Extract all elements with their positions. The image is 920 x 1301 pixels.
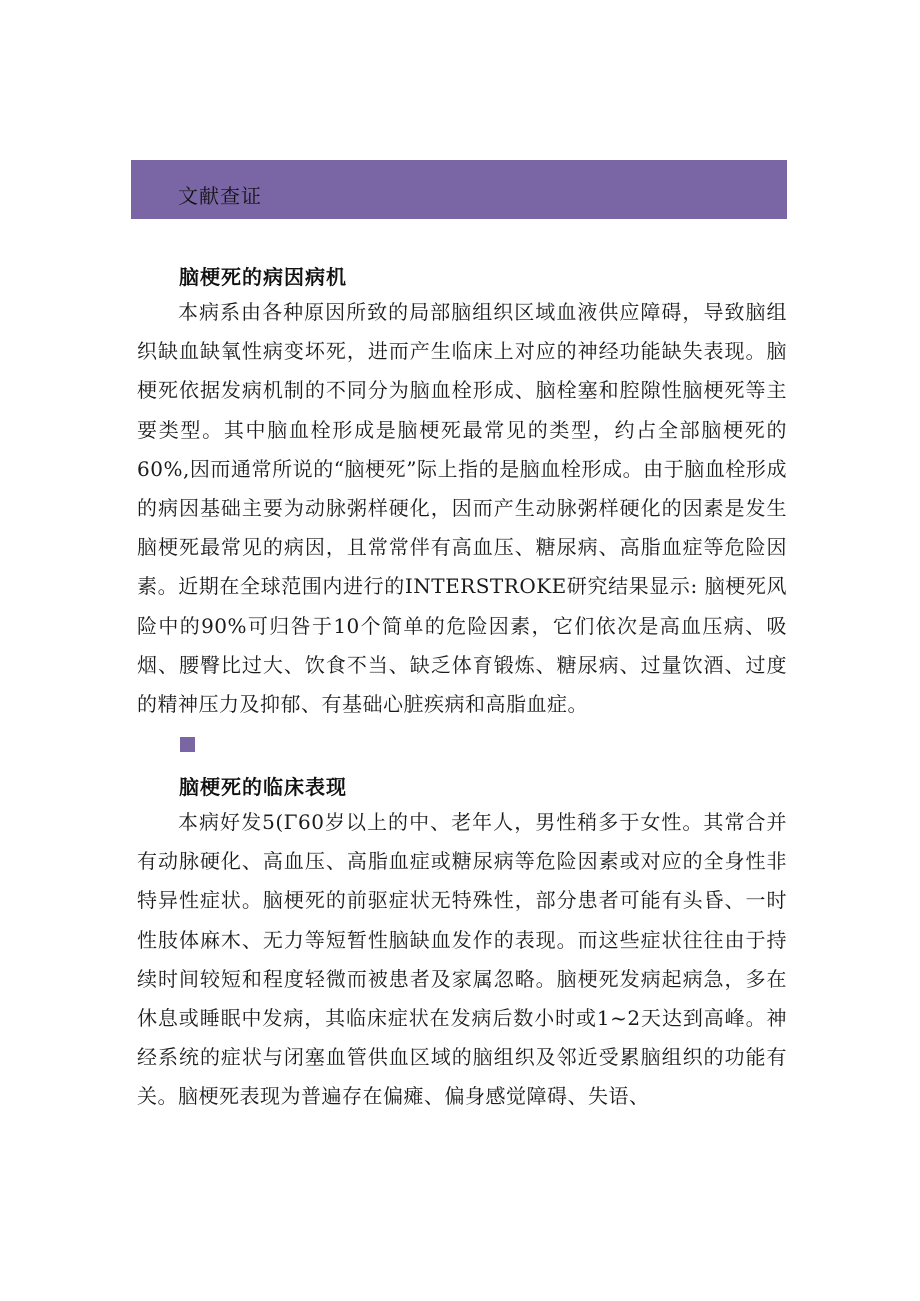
section-banner (131, 160, 787, 219)
square-bullet-icon (180, 737, 195, 752)
section-heading-etiology: 脑梗死的病因病机 (179, 265, 347, 289)
section-heading-clinical: 脑梗死的临床表现 (179, 775, 347, 799)
paragraph-clinical: 本病好发5(Γ60岁以上的中、老年人，男性稍多于女性。其常合并有动脉硬化、高血压、高脂血症或糖尿病等危险因素或对应的全身性非特异性症状。脑梗死的前驱症状无特殊性，部分患者可能有头昏、一时性肢体麻木、无力等短暂性脑缺血发作的表现。而这些症状往往由于持续时间较短和程度轻微而被患者及家属忽略。脑梗死发病起病急，多在休息或睡眠中发病，其临床症状在发病后数小时或1~2天达到高峰。神经系统的症状与闭塞血管供血区域的脑组织及邻近受累脑组织的功能有关。脑梗死表现为普遍存在偏瘫、偏身感觉障碍、失语、 (137, 810, 787, 1109)
banner-title: 文献查证 (178, 184, 262, 208)
paragraph-etiology: 本病系由各种原因所致的局部脑组织区域血液供应障碍，导致脑组织缺血缺氧性病变坏死，进而产生临床上对应的神经功能缺失表现。脑梗死依据发病机制的不同分为脑血栓形成、脑栓塞和腔隙性脑梗死等主要类型。其中脑血栓形成是脑梗死最常见的类型，约占全部脑梗死的60%,因而通常所说的“脑梗死”际上指的是脑血栓形成。由于脑血栓形成的病因基础主要为动脉粥样硬化，因而产生动脉粥样硬化的因素是发生脑梗死最常见的病因，且常常伴有高血压、糖尿病、高脂血症等危险因素。近期在全球范围内进行的INTERSTROKE研究结果显示: 脑梗死风险中的90%可归咎于10个简单的危险因素，它们依次是高血压病、吸烟、腰臀比过大、饮食不当、缺乏体育锻炼、糖尿病、过量饮酒、过度的精神压力及抑郁、有基础心脏疾病和高脂血症。 (137, 300, 787, 717)
